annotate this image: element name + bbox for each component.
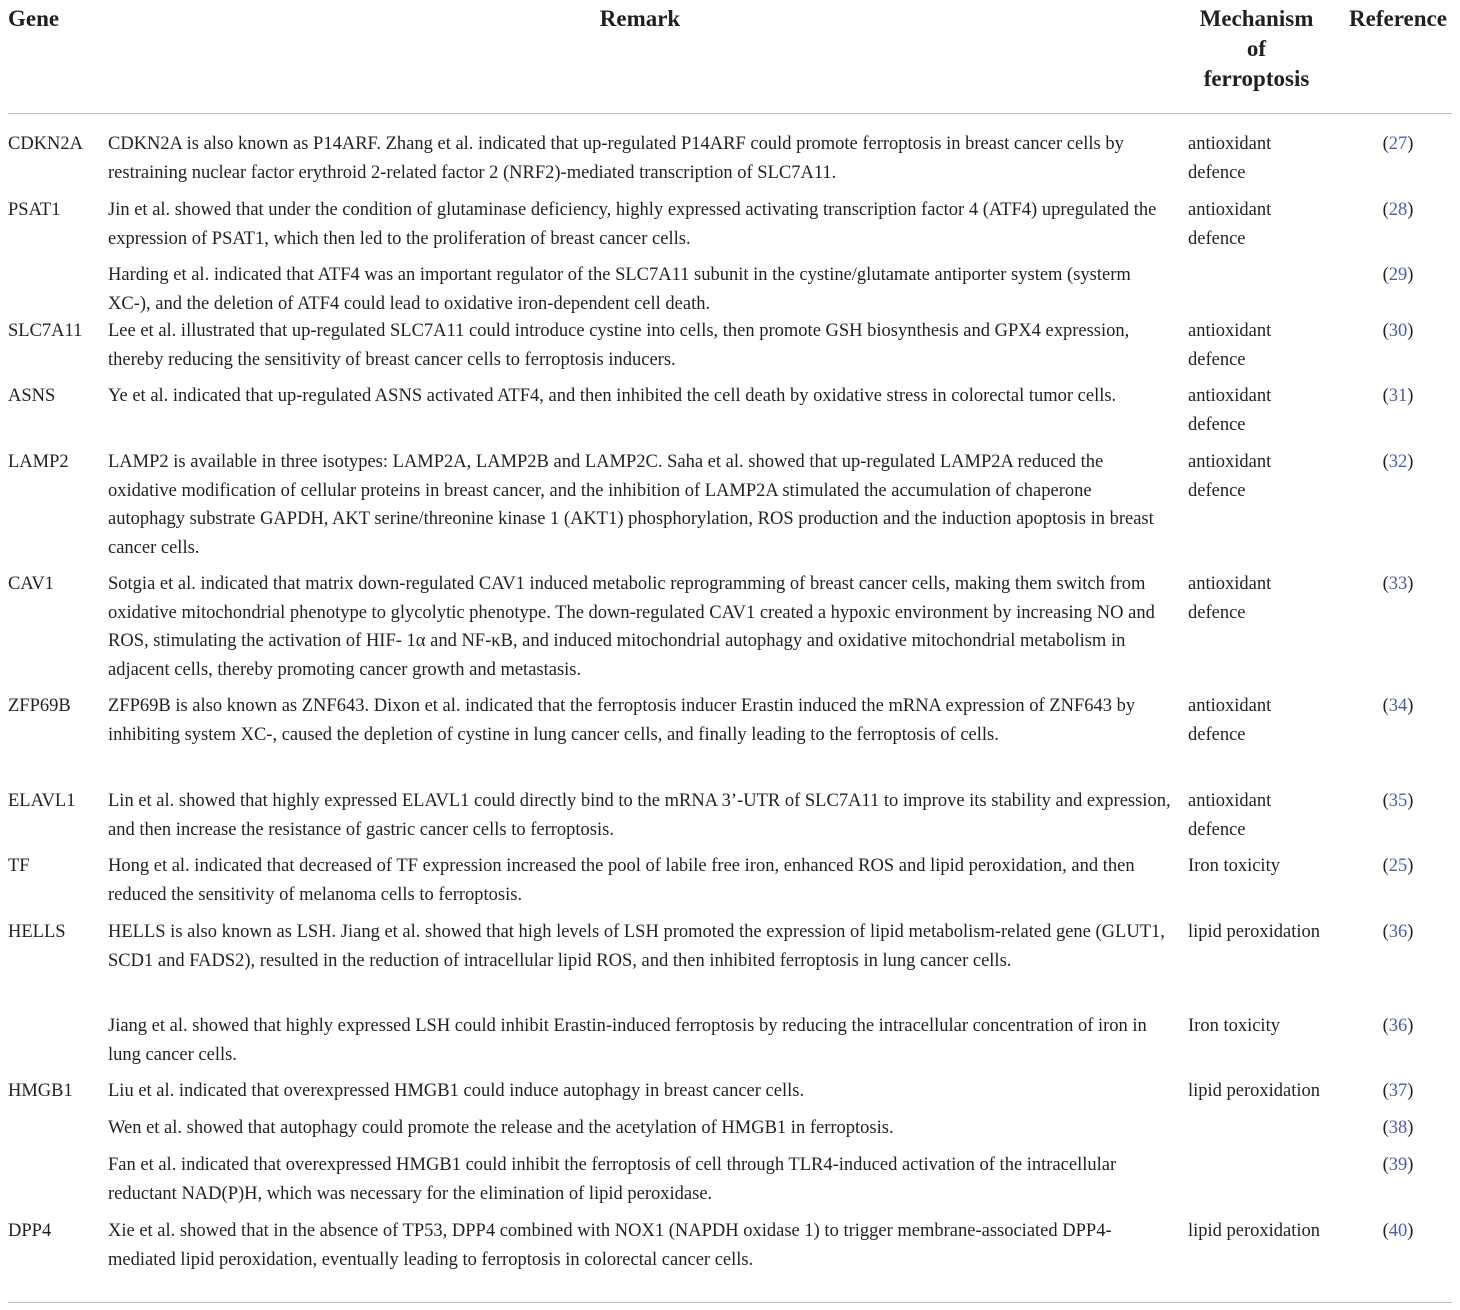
reference-cell: (34) [1382,696,1414,716]
reference-link[interactable]: 38 [1388,1118,1408,1138]
header-divider [8,113,1452,114]
mechanism-cell: antioxidant defence [1188,696,1272,745]
mechanism-cell: lipid peroxidation [1188,922,1321,942]
gene-cell: LAMP2 [8,452,69,472]
reference-cell: (29) [1382,265,1414,285]
reference-link[interactable]: 36 [1388,1016,1408,1036]
reference-link[interactable]: 28 [1388,200,1408,220]
reference-cell: (27) [1382,134,1414,154]
reference-link[interactable]: 36 [1388,922,1408,942]
gene-cell: HMGB1 [8,1081,73,1101]
header-mechanism [1184,4,1329,94]
remark-cell: Jiang et al. showed that highly expressed LSH could inhibit Erastin-induced ferroptosis by reducing the intracellular concentration of iron in lung cancer cells. [108,1016,1147,1065]
reference-link[interactable]: 29 [1388,265,1408,285]
reference-cell: (36) [1382,922,1414,942]
gene-cell: HELLS [8,922,66,942]
reference-link[interactable]: 32 [1388,452,1408,472]
remark-cell: Xie et al. showed that in the absence of TP53, DPP4 combined with NOX1 (NAPDH oxidase 1) to trigger membrane-associated DPP4-mediated lipid peroxidation, eventually leading to ferroptosis in colorectal cancer cells. [108,1221,1112,1270]
reference-cell: (36) [1382,1016,1414,1036]
remark-cell: ZFP69B is also known as ZNF643. Dixon et al. indicated that the ferroptosis inducer Erastin induced the mRNA expression of ZNF643 by inhibiting system XC-, caused the depletion of cystine in lung cancer cells, and finally leading to the ferroptosis of cells. [108,696,1136,745]
mechanism-cell: antioxidant defence [1188,791,1272,840]
gene-cell: CAV1 [8,574,54,594]
reference-cell: (31) [1382,386,1414,406]
gene-cell: ASNS [8,386,56,406]
reference-cell: (38) [1382,1118,1414,1138]
reference-cell: (33) [1382,574,1414,594]
header-remark: Remark [599,6,681,31]
mechanism-cell: antioxidant defence [1188,574,1272,623]
gene-cell: TF [8,856,30,876]
gene-cell: CDKN2A [8,134,84,154]
reference-cell: (40) [1382,1221,1414,1241]
table-bottom-rule [8,1302,1452,1303]
reference-cell: (25) [1382,856,1414,876]
reference-link[interactable]: 27 [1388,134,1408,154]
gene-cell: ELAVL1 [8,791,76,811]
remark-cell: Lee et al. illustrated that up-regulated SLC7A11 could introduce cystine into cells, then promote GSH biosynthesis and GPX4 expression, thereby reducing the sensitivity of breast cancer cells to ferroptosis inducers. [108,321,1130,370]
reference-link[interactable]: 33 [1388,574,1408,594]
reference-link[interactable]: 31 [1388,386,1408,406]
mechanism-cell: lipid peroxidation [1188,1221,1321,1241]
remark-cell: Liu et al. indicated that overexpressed HMGB1 could induce autophagy in breast cancer cells. [108,1081,805,1101]
remark-cell: CDKN2A is also known as P14ARF. Zhang et al. indicated that up-regulated P14ARF could promote ferroptosis in breast cancer cells by restraining nuclear factor erythroid 2-related factor 2 (NRF2)-mediated transcription of SLC7A11. [108,134,1124,183]
reference-cell: (37) [1382,1081,1414,1101]
reference-cell: (39) [1382,1155,1414,1175]
gene-cell: DPP4 [8,1221,52,1241]
reference-cell: (28) [1382,200,1414,220]
header-reference: Reference [1349,6,1447,31]
mechanism-cell: antioxidant defence [1188,134,1272,183]
header-mechanism-line1: Mechanism [1199,6,1314,31]
remark-cell: LAMP2 is available in three isotypes: LAMP2A, LAMP2B and LAMP2C. Saha et al. showed that up-regulated LAMP2A reduced the oxidative modification of cellular proteins in breast cancer, and the inhibition of LAMP2A stimulated the accumulation of chaperone autophagy substrate GAPDH, AKT serine/threonine kinase 1 (AKT1) phosphorylation, ROS production and the induction apoptosis in breast cancer cells. [108,452,1154,558]
reference-cell: (30) [1382,321,1414,341]
gene-cell: PSAT1 [8,200,61,220]
gene-cell: SLC7A11 [8,321,83,341]
remark-cell: HELLS is also known as LSH. Jiang et al. showed that high levels of LSH promoted the expression of lipid metabolism-related gene (GLUT1, SCD1 and FADS2), resulted in the reduction of intracellular lipid ROS, and then inhibited ferroptosis in lung cancer cells. [108,922,1165,971]
mechanism-cell: antioxidant defence [1188,321,1272,370]
mechanism-cell: Iron toxicity [1188,856,1280,876]
header-mechanism-line2: of [1246,36,1267,61]
remark-cell: Fan et al. indicated that overexpressed HMGB1 could inhibit the ferroptosis of cell through TLR4-induced activation of the intracellular reductant NAD(P)H, which was necessary for the elimination of lipid peroxidase. [108,1155,1117,1204]
reference-cell: (35) [1382,791,1414,811]
header-mechanism-line3: ferroptosis [1203,66,1310,91]
gene-cell: ZFP69B [8,696,71,716]
reference-cell: (32) [1382,452,1414,472]
reference-link[interactable]: 25 [1388,856,1408,876]
remark-cell: Harding et al. indicated that ATF4 was an important regulator of the SLC7A11 subunit in the cystine/glutamate antiporter system (systerm XC-), and the deletion of ATF4 could lead to oxidative iron-dependent cell death. [108,265,1131,314]
mechanism-cell: antioxidant defence [1188,386,1272,435]
reference-link[interactable]: 30 [1388,321,1408,341]
remark-cell: Ye et al. indicated that up-regulated ASNS activated ATF4, and then inhibited the cell death by oxidative stress in colorectal tumor cells. [108,386,1117,406]
mechanism-cell: Iron toxicity [1188,1016,1280,1036]
remark-cell: Hong et al. indicated that decreased of TF expression increased the pool of labile free iron, enhanced ROS and lipid peroxidation, and then reduced the sensitivity of melanoma cells to ferroptosis. [108,856,1135,905]
reference-link[interactable]: 37 [1388,1081,1408,1101]
remark-cell: Jin et al. showed that under the condition of glutaminase deficiency, highly expressed activating transcription factor 4 (ATF4) upregulated the expression of PSAT1, which then led to the proliferation of breast cancer cells. [108,200,1157,249]
header-gene: Gene [8,6,60,31]
reference-link[interactable]: 34 [1388,696,1408,716]
reference-link[interactable]: 35 [1388,791,1408,811]
reference-link[interactable]: 40 [1388,1221,1408,1241]
mechanism-cell: antioxidant defence [1188,452,1272,501]
mechanism-cell: antioxidant defence [1188,200,1272,249]
remark-cell: Wen et al. showed that autophagy could promote the release and the acetylation of HMGB1 in ferroptosis. [108,1118,894,1138]
remark-cell: Lin et al. showed that highly expressed ELAVL1 could directly bind to the mRNA 3’-UTR of SLC7A11 to improve its stability and expression, and then increase the resistance of gastric cancer cells to ferroptosis. [108,791,1171,840]
reference-link[interactable]: 39 [1388,1155,1408,1175]
remark-cell: Sotgia et al. indicated that matrix down-regulated CAV1 induced metabolic reprogramming of breast cancer cells, making them switch from oxidative mitochondrial phenotype to glycolytic phenotype. The down-regulated CAV1 created a hypoxic environment by increasing NO and ROS, stimulating the activation of HIF- 1α and NF-κB, and induced mitochondrial autophagy and oxidative mitochondrial metabolism in adjacent cells, thereby promoting cancer growth and metastasis. [108,574,1155,680]
mechanism-cell: lipid peroxidation [1188,1081,1321,1101]
